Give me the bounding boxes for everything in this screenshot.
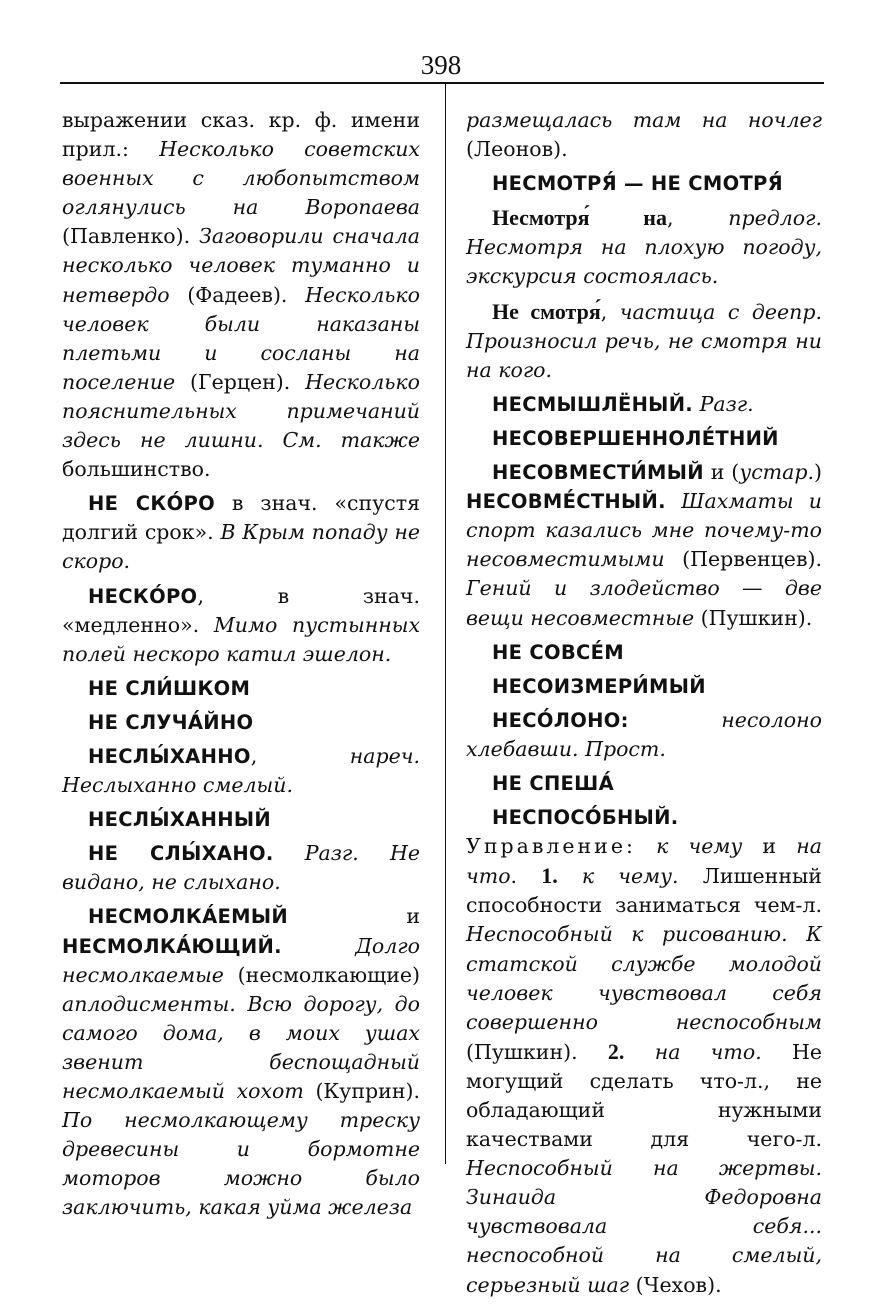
dictionary-entry (466, 169, 822, 198)
entry-text: Управление: (466, 834, 636, 859)
entry-text: в знач. «спустя долгий срок». (62, 491, 420, 545)
dictionary-entry (466, 706, 822, 764)
entry-headword: НЕСЛЫ́ХАННО (88, 744, 251, 768)
dictionary-entry (62, 742, 420, 800)
entry-example: В Крым попаду не скоро. (62, 520, 420, 574)
entry-text (274, 841, 305, 865)
entry-example: Долго несмолкаемые (62, 933, 420, 987)
entry-text: Лишенный способности заниматься чем-л. (466, 864, 822, 918)
entry-example: к чему (656, 834, 743, 859)
entry-headword: НЕСКО́РО (88, 584, 198, 608)
entry-example: аплодисменты. Всю дорогу, до самого дома, в моих ушах звенит беспощадный несмолкаемый хохот (62, 991, 420, 1103)
dictionary-entry (62, 106, 420, 484)
entry-example: устар. (739, 460, 814, 485)
entry-text (282, 934, 355, 958)
entry-text: и (742, 834, 797, 859)
entry-example: Мимо пустынных полей нескоро катил эшелон. (62, 612, 420, 666)
page-number: 398 (420, 50, 462, 80)
entry-text: (Герцен). (175, 369, 306, 394)
entry-example: к чему. (581, 864, 679, 889)
entry-text: большинство. (62, 457, 211, 482)
dictionary-entry (466, 458, 822, 633)
entry-headword: 2. (607, 1038, 625, 1064)
dictionary-entry (62, 839, 420, 897)
entry-headword: НЕСОВМЕСТИ́МЫЙ (492, 461, 704, 485)
dictionary-entry (466, 203, 822, 291)
entry-headword: НЕСПОСО́БНЫЙ. (492, 806, 679, 830)
entry-example: Неспособный на жертвы. Зинаида Федоровна чувствовала себя... неспособной на смелый, серьезный шаг (466, 1156, 822, 1297)
dictionary-entry (466, 672, 822, 701)
dictionary-entry (62, 674, 420, 703)
entry-text (629, 708, 722, 732)
entry-text: (Леонов). (466, 137, 568, 162)
entry-example: Гений и злодейство — две вещи несовместные (466, 576, 822, 630)
entry-example: Несколько пояснительных примечаний здесь не лишни. См. также (62, 369, 420, 453)
entry-text: (Павленко). (62, 224, 200, 249)
entry-headword: НЕСМОЛКА́ЮЩИЙ. (62, 934, 282, 958)
entry-text: , (250, 743, 350, 768)
entry-text (624, 1040, 654, 1064)
entry-example: По несмолкающему треску древесины и бормотне моторов можно было заключить, какая уйма железа (62, 1108, 420, 1220)
entry-text: (Фадеев). (169, 282, 306, 307)
entry-headword: Несмотря́ на (492, 205, 667, 231)
entry-text: . (510, 864, 542, 889)
entry-example: Несколько человек были наказаны плетьми и сосланы на поселение (62, 282, 420, 394)
entry-text: , (600, 299, 620, 324)
entry-headword: НЕ СЛУЧА́ЙНО (88, 710, 254, 734)
dictionary-entry (62, 902, 420, 1222)
dictionary-entry (466, 390, 822, 419)
entry-headword: НЕ СЛИ́ШКОМ (88, 676, 251, 700)
entry-example: размещалась там на ночлег (466, 108, 822, 132)
entry-example: Разг. (699, 391, 754, 416)
dictionary-entry (466, 769, 822, 798)
entry-text: ) (814, 460, 822, 485)
entry-example: Заговорили сначала несколько человек туманно и нетвердо (62, 224, 420, 307)
entry-text: (Чехов). (629, 1272, 722, 1297)
entry-headword: НЕСО́ЛОНО: (492, 708, 629, 732)
entry-example: частица с деепр. Произносил речь, не смотря ни на кого. (466, 299, 822, 382)
entry-example: предлог. Несмотря на плохую погоду, экскурсия состоялась. (466, 206, 822, 289)
entry-text (636, 834, 656, 858)
entry-example: Несколько советских военных с любопытством оглянулись на Воропаева (62, 137, 420, 220)
entry-headword: НЕ СЛЫ́ХАНО. (88, 842, 274, 866)
entry-headword: НЕСМЫШЛЁНЫЙ. (492, 392, 694, 416)
entry-headword: НЕСОИЗМЕРИ́МЫЙ (492, 674, 706, 698)
dictionary-entry (466, 297, 822, 385)
entry-headword: Не смотря́ (492, 298, 601, 324)
entry-headword: НЕ СПЕША́ (492, 771, 614, 795)
entry-text (558, 864, 582, 888)
entry-headword: НЕСОВЕРШЕННОЛЕ́ТНИЙ (492, 426, 779, 450)
column-divider (445, 84, 446, 1164)
right-column (466, 106, 822, 1305)
entry-headword: НЕ СОВСЕ́М (492, 640, 624, 664)
entry-example: Неспособный к рисованию. К статской службе молодой человек чувствовал себя совершенно неспособным (466, 922, 822, 1034)
entry-text: выражении сказ. кр. ф. имени прил.: (62, 108, 420, 162)
entry-text: (Пушкин). (694, 605, 813, 630)
dictionary-entry (62, 708, 420, 737)
entry-text: (несмолкающие) (223, 962, 420, 987)
entry-text: (Первенцев). (664, 547, 822, 572)
entry-headword: НЕСМОТРЯ́ — НЕ СМОТРЯ́ (492, 172, 783, 196)
dictionary-entry (466, 638, 822, 667)
entry-example: на что (466, 834, 822, 889)
entry-text: Не могущий сделать что-л., не обладающий нужными качествами для чего-л. (466, 1039, 823, 1152)
dictionary-entry (466, 424, 822, 453)
header-rule (60, 82, 824, 84)
entry-headword: 1. (541, 863, 558, 889)
entry-headword: НЕ СКО́РО (88, 492, 215, 516)
entry-headword: НЕСОВМЕ́СТНЫЙ. (466, 490, 666, 514)
entry-text: (Куприн). (303, 1079, 420, 1103)
entry-headword: НЕСМОЛКА́ЕМЫЙ (88, 905, 289, 929)
entry-headword: НЕСЛЫ́ХАННЫЙ (88, 808, 271, 832)
dictionary-entry (466, 803, 822, 1300)
dictionary-entry (62, 489, 420, 576)
dictionary-entry (466, 106, 822, 164)
entry-text: и ( (703, 460, 740, 485)
entry-example: Шахматы и спорт казались мне почему-то несовместимыми (466, 489, 822, 572)
left-column (62, 106, 420, 1227)
entry-text: , в знач. «медленно». (62, 583, 420, 637)
entry-example: нареч. Неслыханно смелый. (62, 743, 420, 798)
entry-example: на что. (654, 1039, 762, 1064)
entry-text: , (666, 206, 729, 231)
entry-example: Разг. Не видано, не слыхано. (62, 841, 420, 895)
dictionary-entry (62, 582, 420, 669)
entry-text: и (288, 904, 420, 929)
entry-example: несолоно хлебавши. Прост. (466, 707, 822, 761)
dictionary-entry (62, 805, 420, 834)
entry-text (666, 489, 681, 513)
entry-text: (Пушкин). (466, 1039, 608, 1064)
